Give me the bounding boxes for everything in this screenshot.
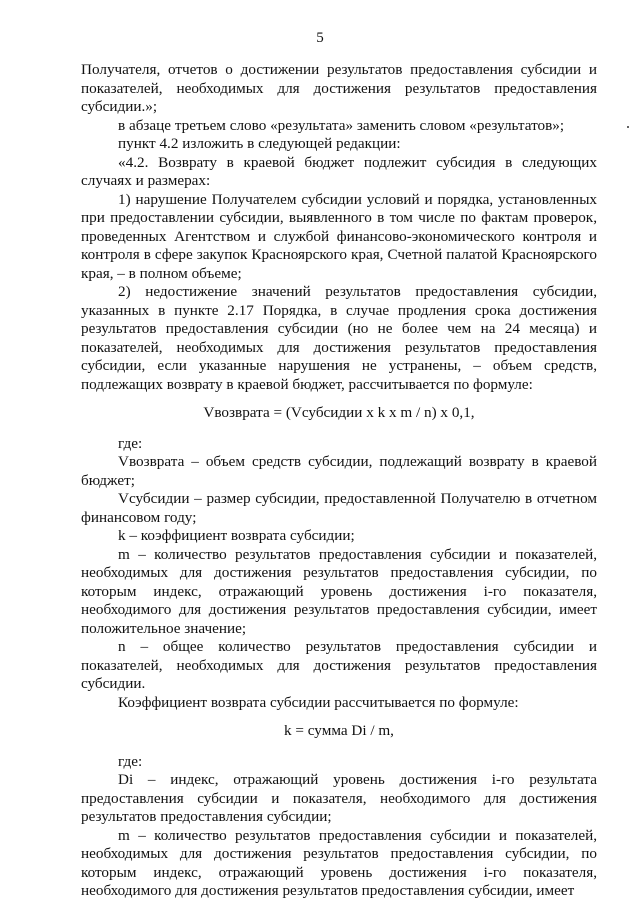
paragraph: Vвозврата – объем средств субсидии, подлежащий возврату в краевой бюджет; <box>81 453 597 489</box>
formula-coefficient: k = сумма Di / m, <box>284 722 394 739</box>
paragraph: где: <box>118 752 143 770</box>
paragraph: пункт 4.2 изложить в следующей редакции: <box>118 135 401 152</box>
paragraph: k – коэффициент возврата субсидии; <box>118 527 355 544</box>
paragraph: Получателя, отчетов о достижении результатов предоставления субсидии и показателей, необходимых для достижения результатов предоставления субсидии.»; <box>81 61 597 115</box>
paragraph: Vсубсидии – размер субсидии, предоставленной Получателю в отчетном финансовом году; <box>81 490 597 526</box>
paragraph: 1) нарушение Получателем субсидии условий и порядка, установленных при предоставлении субсидии, выявленного в том числе по фактам проверок, проведенных Агентством и службой финансово-экономического контроля и контроля в сфере закупок Красноярского края, Счетной палатой Красноярского края, – в полном объеме; <box>81 190 597 282</box>
paragraph: «4.2. Возврату в краевой бюджет подлежит субсидия в следующих случаях и размерах: <box>81 153 597 189</box>
paragraph: Коэффициент возврата субсидии рассчитывается по формуле: <box>118 693 519 711</box>
paragraph: Di – индекс, отражающий уровень достижения i-го результата предоставления субсидии и показателя, необходимого для достижения результатов предоставления субсидии; <box>81 771 597 825</box>
paragraph: m – количество результатов предоставления субсидии и показателей, необходимых для достижения результатов предоставления субсидии, по которым индекс, отражающий уровень достижения i-го показателя, необходимого для достижения результатов предоставления субсидии, имеет положительное значение; <box>81 545 597 637</box>
paragraph: где: <box>118 434 143 452</box>
paragraph: в абзаце третьем слово «результата» заменить словом «результатов»; <box>118 116 565 134</box>
formula-return-volume: Vвозврата = (Vсубсидии x k x m / n) x 0,1, <box>203 404 475 421</box>
scan-mark <box>627 126 629 128</box>
paragraph: 2) недостижение значений результатов предоставления субсидии, указанных в пункте 2.17 Порядка, в случае продления срока достижения результатов предоставления субсидии (но не более чем на 24 месяца) и показателей, необходимых для достижения результатов предоставления субсидии, если указанные нарушения не устранены, – объем средств, подлежащих возврату в краевой бюджет, рассчитывается по формуле: <box>81 283 597 393</box>
document-body <box>81 61 597 901</box>
paragraph: n – общее количество результатов предоставления субсидии и показателей, необходимых для достижения результатов предоставления субсидии. <box>81 638 597 692</box>
page-number: 5 <box>316 30 324 46</box>
paragraph: m – количество результатов предоставления субсидии и показателей, необходимых для достижения результатов предоставления субсидии, по которым индекс, отражающий уровень достижения i-го показателя, необходимого для достижения результатов предоставления субсидии, имеет <box>81 826 597 899</box>
